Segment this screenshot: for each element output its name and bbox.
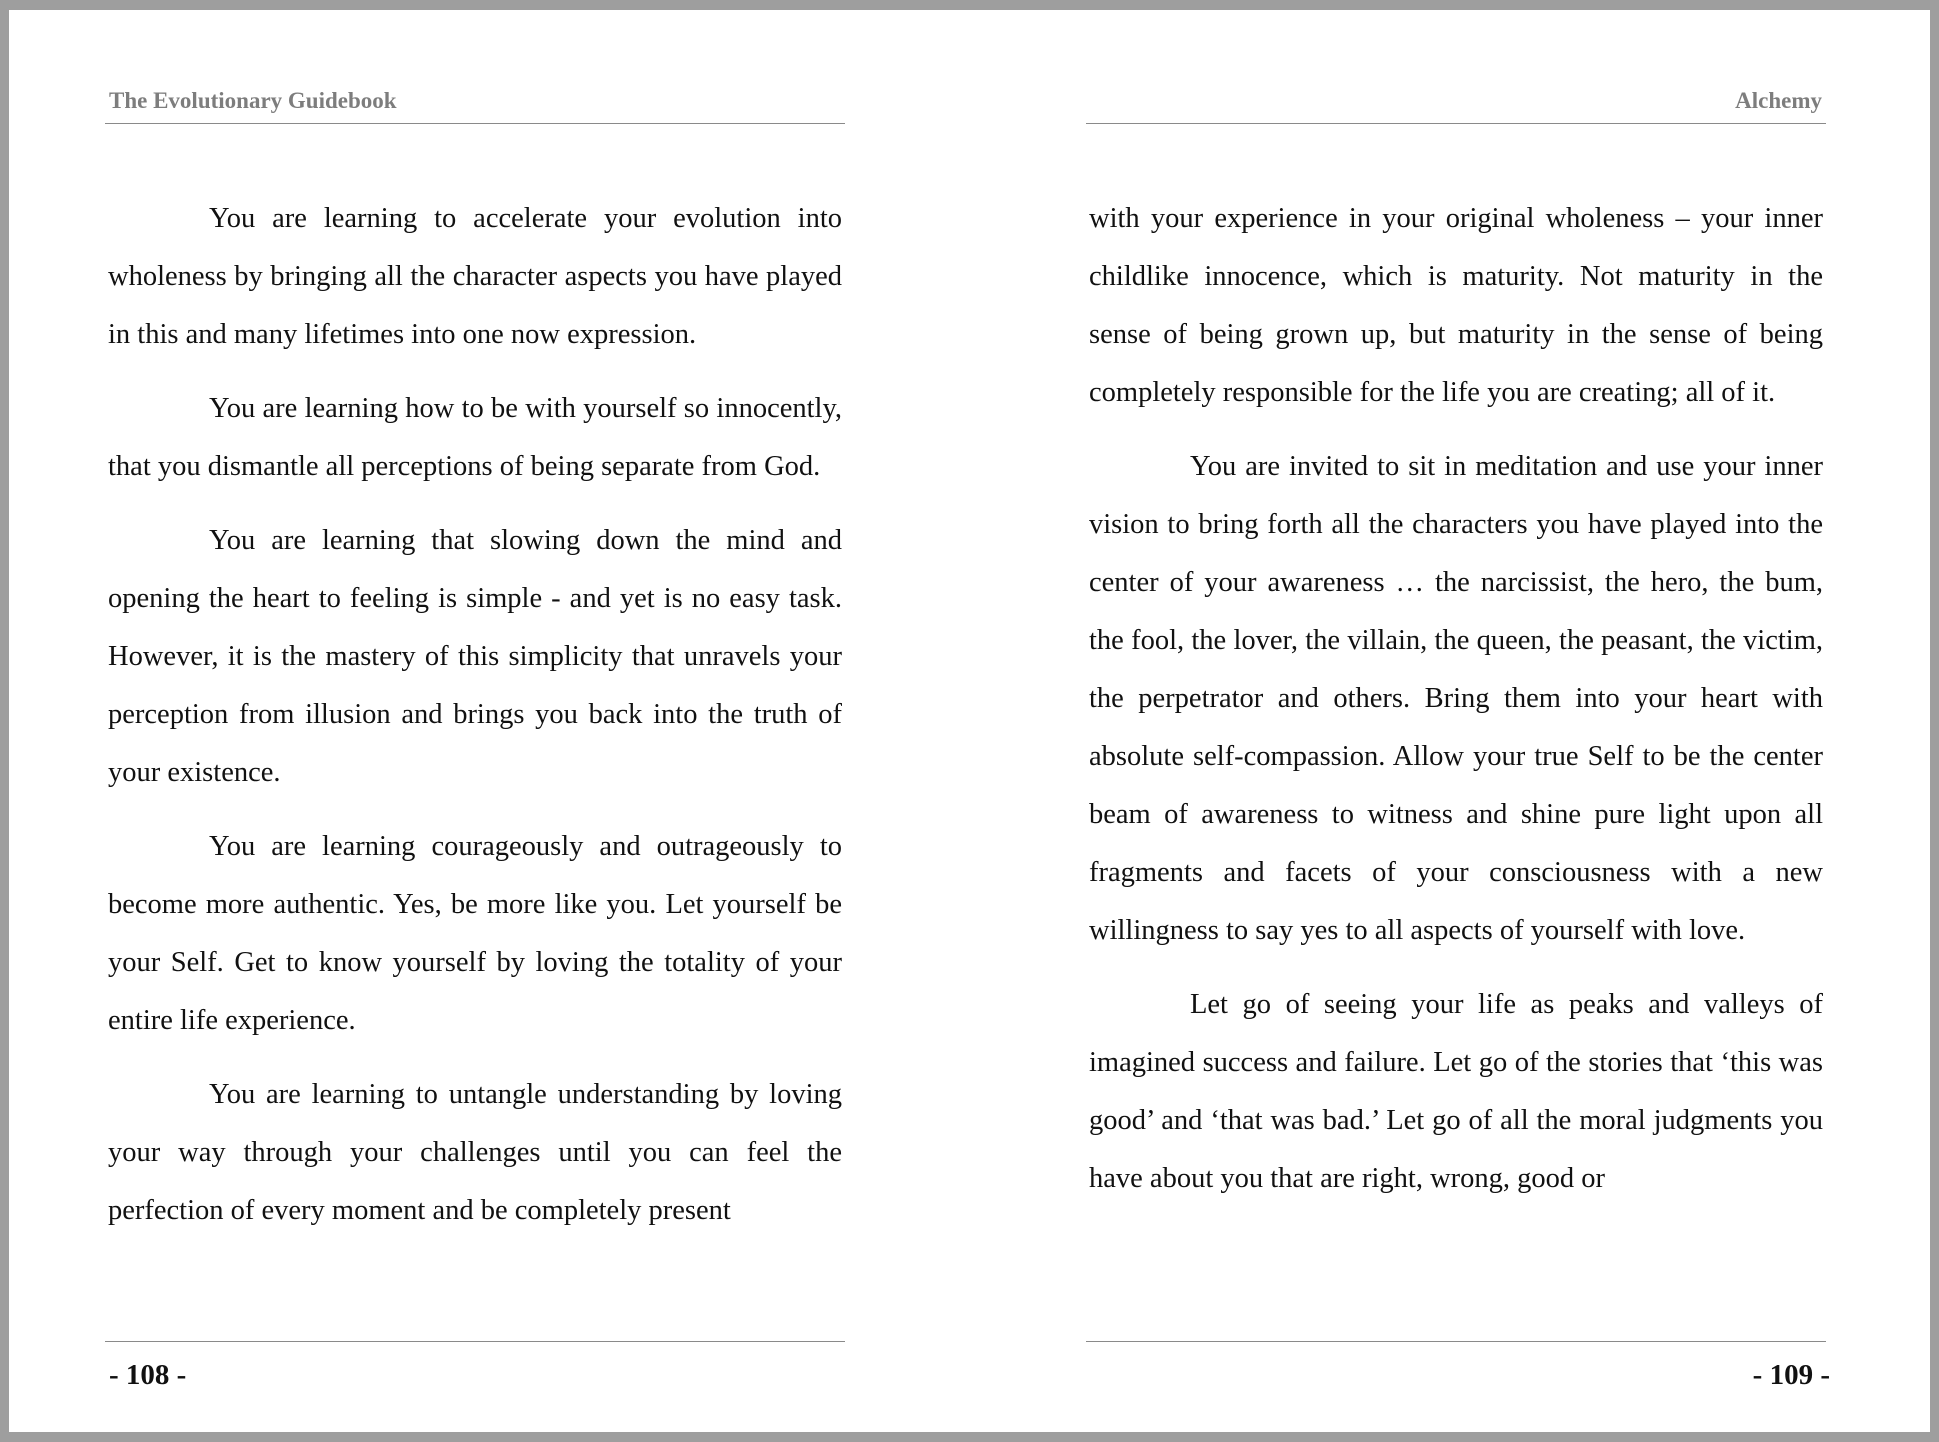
right-page-body bbox=[1089, 190, 1823, 1224]
paragraph: You are learning to accelerate your evolution into wholeness by bringing all the character aspects you have played in this and many lifetimes into one now expression. bbox=[108, 203, 842, 350]
right-running-head bbox=[1086, 78, 1826, 124]
paragraph: You are invited to sit in meditation and use your inner vision to bring forth all the characters you have played into the center of your awareness … the narcissist, the hero, the bum, the fool, the lover, the villain, the queen, the peasant, the victim, the perpetrator and others. Bring them into your heart with absolute self-compassion. Allow your true Self to be the center beam of awareness to witness and shine pure light upon all fragments and facets of your consciousness with a new willingness to say yes to all aspects of yourself with love. bbox=[1089, 451, 1823, 946]
paragraph: You are learning courageously and outrageously to become more authentic. Yes, be more like you. Let yourself be your Self. Get to know yourself by loving the totality of your entire life experience. bbox=[108, 831, 842, 1036]
book-title-header: The Evolutionary Guidebook bbox=[109, 88, 397, 113]
paragraph: You are learning to untangle understanding by loving your way through your challenges until you can feel the perfection of every moment and be completely present bbox=[108, 1079, 842, 1226]
paragraph: You are learning that slowing down the mind and opening the heart to feeling is simple - and yet is no easy task. However, it is the mastery of this simplicity that unravels your perception from illusion and brings you back into the truth of your existence. bbox=[108, 525, 842, 788]
left-running-head bbox=[105, 78, 845, 124]
chapter-title-header: Alchemy bbox=[1735, 88, 1822, 113]
left-footer-rule bbox=[105, 1341, 845, 1342]
left-page-body bbox=[108, 190, 842, 1256]
paragraph: You are learning how to be with yourself so innocently, that you dismantle all perceptions of being separate from God. bbox=[108, 393, 842, 482]
paragraph: Let go of seeing your life as peaks and valleys of imagined success and failure. Let go of the stories that ‘this was good’ and ‘that was bad.’ Let go of all the moral judgments you have about you that are right, wrong, good or bbox=[1089, 989, 1823, 1194]
right-page-number: - 109 - bbox=[1752, 1359, 1830, 1391]
left-page-number: - 108 - bbox=[109, 1359, 187, 1391]
left-page bbox=[9, 10, 970, 1432]
paragraph-continued: with your experience in your original wholeness – your inner childlike innocence, which is maturity. Not maturity in the sense of being grown up, but maturity in the sense of being completely responsible for the life you are creating; all of it. bbox=[1089, 203, 1823, 408]
right-page bbox=[970, 10, 1930, 1432]
right-footer-rule bbox=[1086, 1341, 1826, 1342]
